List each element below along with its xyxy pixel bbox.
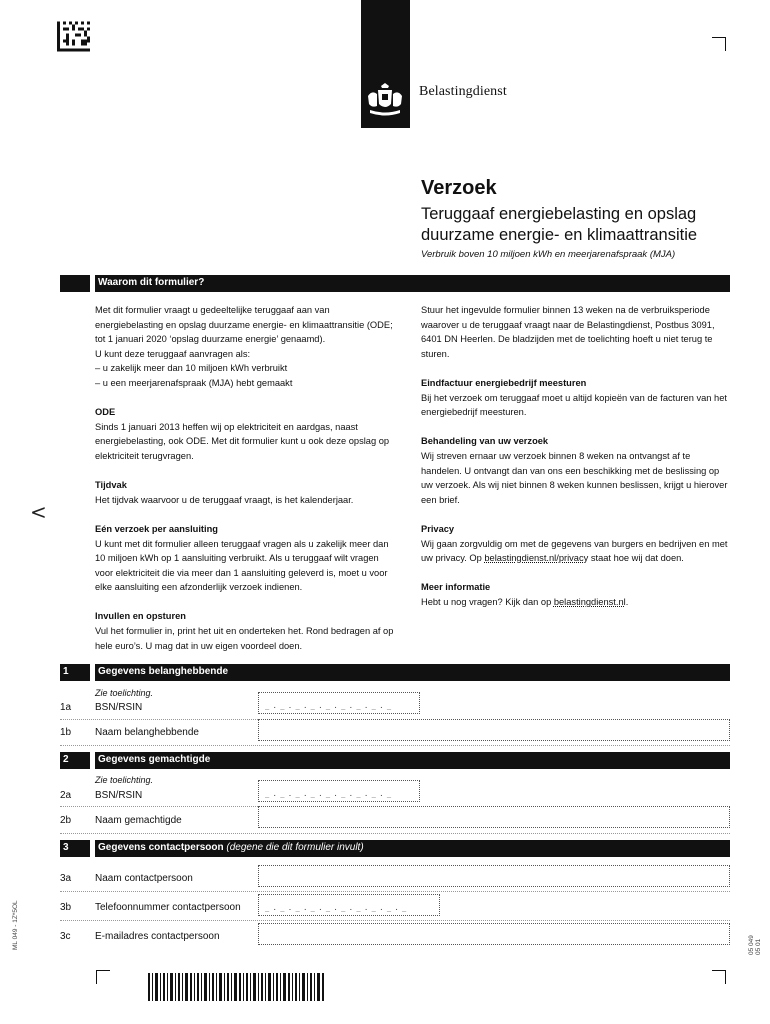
field-number: 2a — [60, 790, 72, 801]
bsn-rsin-belanghebbende-input[interactable]: _._._._._._._._._ — [258, 692, 420, 714]
stuur-text: Stuur het ingevulde formulier binnen 13 weken na de verbruiksperiode waarover u de teruggaaf vraagt naar de Belastingdienst, Postbus 3091, 6401 DN Heerlen. De bladzijden met de toelichting hoeft u niet terug te sturen. — [421, 305, 715, 359]
section-2-header — [60, 752, 730, 769]
ode-text: Sinds 1 januari 2013 heffen wij op elektriciteit en aardgas, naast energiebelasting, ook ODE. Met dit formulier kunt u ook deze opslag op elektriciteit terugvragen. — [95, 421, 390, 461]
bsn-rsin-gemachtigde-input[interactable]: _._._._._._._._._ — [258, 780, 420, 802]
field-hint: Zie toelichting. — [95, 775, 154, 785]
naam-contactpersoon-input[interactable] — [258, 865, 730, 887]
intro-text: Met dit formulier vraagt u gedeeltelijke teruggaaf aan van energiebelasting en opslag duurzame energie- en klimaattransitie (ODE; tot 1 januari 2020 ‘opslag duurzame energie’ genaamd). — [95, 305, 393, 345]
field-number: 2b — [60, 815, 72, 826]
section-note: (degene die dit formulier invult) — [226, 842, 364, 853]
naam-gemachtigde-input[interactable] — [258, 806, 730, 828]
tijdvak-text: Het tijdvak waarvoor u de teruggaaf vraagt, is het kalenderjaar. — [95, 494, 354, 505]
field-label: Telefoonnummer contactpersoon — [95, 902, 241, 913]
section-number: 2 — [63, 754, 69, 765]
privacy-link[interactable]: belastingdienst.nl/privacy — [484, 553, 589, 564]
crop-mark-bottom-left — [96, 970, 110, 984]
info-right-column — [421, 303, 731, 624]
info-header — [60, 275, 730, 292]
behandeling-heading: Behandeling van uw verzoek — [421, 436, 549, 447]
form-code-right: 05 049 05 01 — [748, 935, 762, 955]
section-title: Gegevens contactpersoon (degene die dit formulier invult) — [98, 842, 364, 853]
datamatrix-code — [57, 21, 90, 52]
meer-info-text: Hebt u nog vragen? Kijk dan op belastingdienst.nl. — [421, 596, 629, 607]
field-number: 3c — [60, 931, 71, 942]
aansluiting-heading: Eén verzoek per aansluiting — [95, 523, 218, 534]
tijdvak-heading: Tijdvak — [95, 480, 127, 491]
section-1-header — [60, 664, 730, 681]
section-number: 3 — [63, 842, 69, 853]
list-item: – u zakelijk meer dan 10 miljoen kWh verbruikt — [95, 363, 288, 374]
invullen-heading: Invullen en opsturen — [95, 611, 186, 622]
field-label: E-mailadres contactpersoon — [95, 931, 220, 942]
field-number: 3b — [60, 902, 72, 913]
section-number: 1 — [63, 666, 69, 677]
privacy-text: Wij gaan zorgvuldig om met de gegevens van burgers en bedrijven en met uw privacy. Op belastingdienst.nl/privacy staat hoe wij dat doen. — [421, 538, 728, 564]
belastingdienst-link[interactable]: belastingdienst.nl — [553, 596, 626, 607]
info-left-column — [95, 303, 395, 668]
field-label: Naam gemachtigde — [95, 815, 182, 826]
invullen-text: Vul het formulier in, print het uit en onderteken het. Rond bedragen af op hele euro’s. U mag dat in uw eigen voordeel doen. — [95, 626, 394, 651]
form-code-left: ML 049 - 1Z*5OL — [12, 900, 19, 950]
intro-text-2: U kunt deze teruggaaf aanvragen als: — [95, 348, 251, 359]
email-input[interactable] — [258, 923, 730, 945]
crest-icon — [364, 82, 406, 120]
eindfactuur-heading: Eindfactuur energiebedrijf meesturen — [421, 377, 587, 388]
form-subtitle-small: Verbruik boven 10 miljoen kWh en meerjarenafspraak (MJA) — [421, 249, 676, 260]
field-label: BSN/RSIN — [95, 702, 143, 713]
field-label: Naam belanghebbende — [95, 727, 199, 738]
info-header-label: Waarom dit formulier? — [98, 277, 205, 288]
crop-mark-top-right — [712, 37, 726, 51]
barcode — [148, 973, 324, 1001]
section-title: Gegevens gemachtigde — [98, 754, 211, 765]
field-hint: Zie toelichting. — [95, 688, 154, 698]
chevron-left-icon[interactable]: < — [30, 500, 47, 524]
privacy-heading: Privacy — [421, 523, 455, 534]
aansluiting-text: U kunt met dit formulier alleen teruggaaf vragen als u zakelijk meer dan 10 miljoen kWh op 1 aansluiting verbruikt. Als u teruggaaf wilt vragen voor elektriciteit die via meer dan 1 aansluiting geleverd is, moet u voor elke aansluiting een afzonderlijk verzoek indienen. — [95, 538, 389, 593]
form-subtitle: Teruggaaf energiebelasting en opslag duurzame energie- en klimaattransitie — [421, 205, 698, 244]
section-title: Gegevens belanghebbende — [98, 666, 229, 677]
behandeling-text: Wij streven ernaar uw verzoek binnen 8 weken na ontvangst af te handelen. U ontvangt dan van ons een beschikking met de beslissing op uw verzoek. Als wij niet binnen 8 weken kunnen beslissen, krijgt u hierover een brief. — [421, 450, 728, 505]
field-label: Naam contactpersoon — [95, 873, 193, 884]
org-name: Belastingdienst — [419, 84, 507, 99]
list-item: – u een meerjarenafspraak (MJA) hebt gemaakt — [95, 377, 293, 388]
field-number: 3a — [60, 873, 72, 884]
field-label: BSN/RSIN — [95, 790, 143, 801]
ode-heading: ODE — [95, 407, 116, 418]
meer-info-heading: Meer informatie — [421, 582, 491, 593]
section-3-header — [60, 840, 730, 857]
field-number: 1b — [60, 727, 72, 738]
crop-mark-bottom-right — [712, 970, 726, 984]
eindfactuur-text: Bij het verzoek om teruggaaf moet u altijd kopieën van de facturen van het energiebedrijf meesturen. — [421, 392, 727, 418]
field-number: 1a — [60, 702, 72, 713]
telefoonnummer-input[interactable]: _._._._._._._._._._ — [258, 894, 440, 916]
naam-belanghebbende-input[interactable] — [258, 719, 730, 741]
form-title: Verzoek — [421, 177, 497, 199]
